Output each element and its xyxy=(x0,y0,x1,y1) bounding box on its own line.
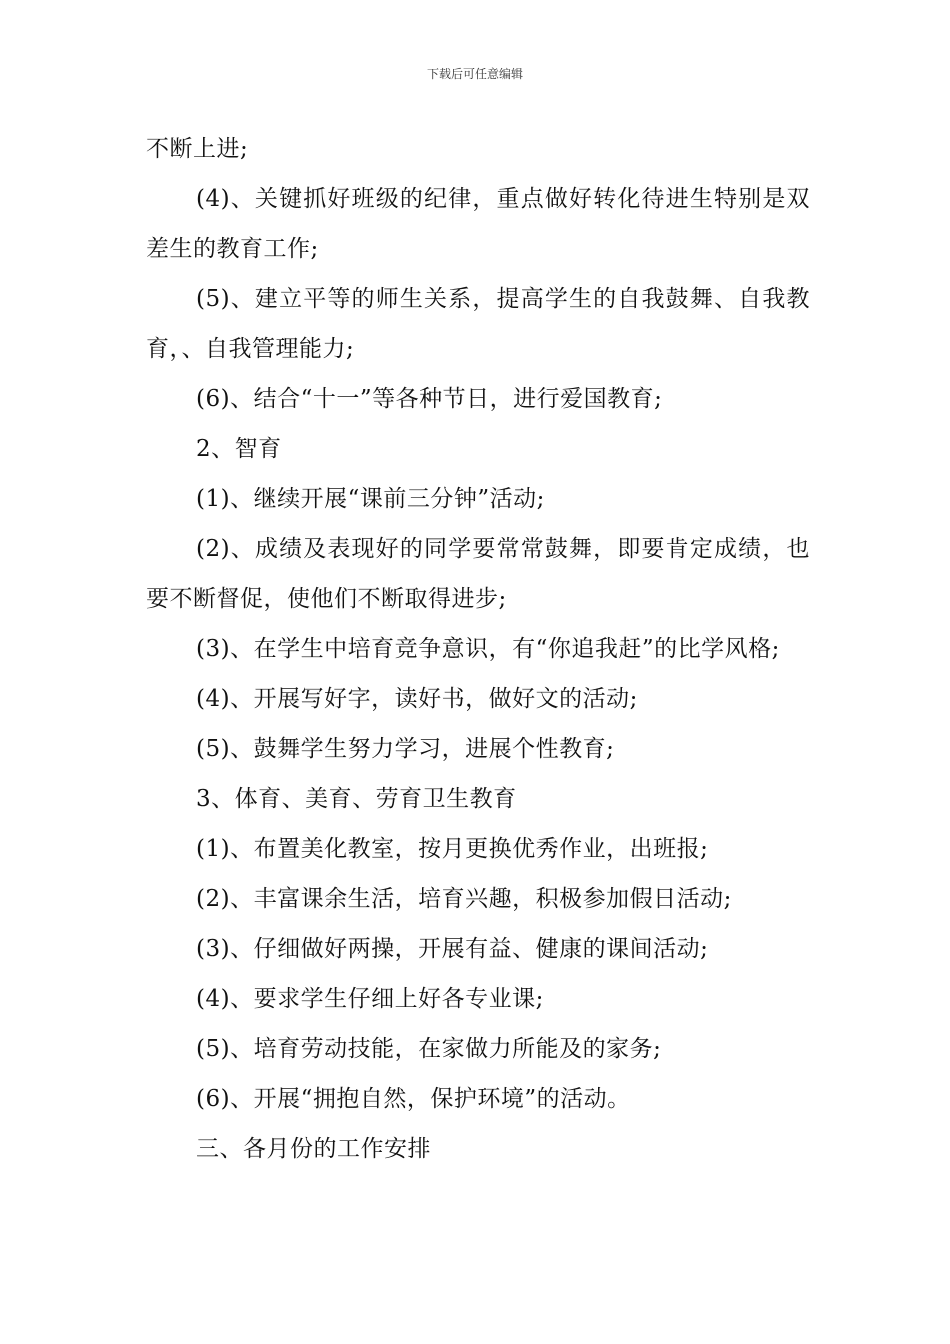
paragraph: (2)、成绩及表现好的同学要常常鼓舞，即要肯定成绩，也要不断督促，使他们不断取得进步; xyxy=(146,536,810,612)
section-heading: 2、智育 xyxy=(196,436,282,462)
section-heading: 三、各月份的工作安排 xyxy=(196,1136,431,1162)
paragraph: (1)、继续开展“课前三分钟”活动; xyxy=(196,486,545,512)
paragraph: (5)、建立平等的师生关系，提高学生的自我鼓舞、自我教育，、自我管理能力; xyxy=(146,286,810,362)
section-heading: 3、体育、美育、劳育卫生教育 xyxy=(196,786,517,812)
paragraph: (6)、开展“拥抱自然，保护环境”的活动。 xyxy=(196,1086,631,1112)
page-header: 下载后可任意编辑 xyxy=(426,67,523,81)
paragraph: (4)、关键抓好班级的纪律，重点做好转化待进生特别是双差生的教育工作; xyxy=(146,186,810,262)
paragraph: (6)、结合“十一”等各种节日，进行爱国教育; xyxy=(196,386,663,412)
paragraph: (5)、培育劳动技能，在家做力所能及的家务; xyxy=(196,1036,662,1062)
paragraph: (2)、丰富课余生活，培育兴趣，积极参加假日活动; xyxy=(196,886,732,912)
paragraph: (4)、开展写好字，读好书，做好文的活动; xyxy=(196,686,638,712)
paragraph: (3)、在学生中培育竞争意识，有“你追我赶”的比学风格; xyxy=(196,636,780,662)
paragraph: 不断上进; xyxy=(146,136,249,162)
paragraph: (3)、仔细做好两操，开展有益、健康的课间活动; xyxy=(196,936,709,962)
paragraph: (4)、要求学生仔细上好各专业课; xyxy=(196,986,544,1012)
document-body xyxy=(146,124,810,1174)
paragraph: (5)、鼓舞学生努力学习，进展个性教育; xyxy=(196,736,615,762)
paragraph: (1)、布置美化教室，按月更换优秀作业，出班报; xyxy=(196,836,709,862)
